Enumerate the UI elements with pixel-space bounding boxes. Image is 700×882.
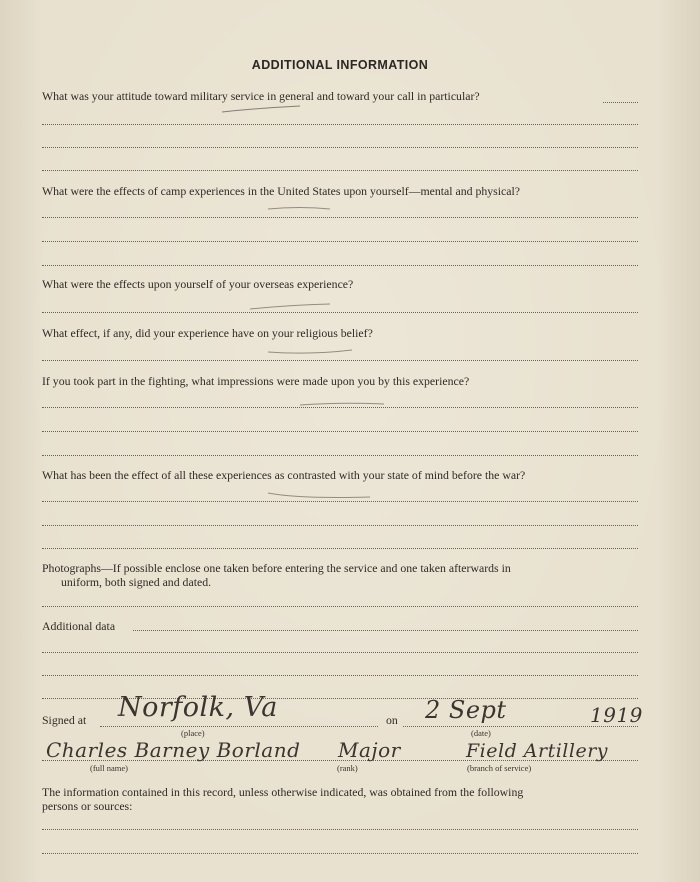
handwritten-year: 1919 [590, 703, 643, 727]
handwritten-rank: Major [338, 738, 401, 762]
page-title: ADDITIONAL INFORMATION [251, 58, 429, 72]
branch-caption: (branch of service) [467, 763, 532, 773]
question-attitude: What was your attitude toward military service in general and toward your call in particular? [42, 89, 480, 103]
question-state-of-mind: What has been the effect of all these experiences as contrasted with your state of mind before the war? [42, 468, 526, 482]
information-line-2: persons or sources: [42, 799, 133, 813]
question-camp-effects: What were the effects of camp experiences in the United States upon yourself—mental and physical? [42, 184, 521, 198]
information-line-1: The information contained in this record, unless otherwise indicated, was obtained from the following [42, 785, 524, 799]
place-caption: (place) [181, 728, 205, 738]
handwritten-place: Norfolk, Va [118, 692, 278, 723]
date-caption: (date) [471, 728, 491, 738]
handwritten-date: 2 Sept [425, 696, 507, 724]
rank-caption: (rank) [337, 763, 358, 773]
question-fighting-impressions: If you took part in the fighting, what impressions were made upon you by this experience? [42, 374, 470, 388]
question-religious-belief: What effect, if any, did your experience have on your religious belief? [42, 326, 373, 340]
handwritten-branch: Field Artillery [466, 740, 609, 762]
handwritten-full-name: Charles Barney Borland [46, 738, 301, 762]
photographs-line-2: uniform, both signed and dated. [61, 575, 212, 589]
additional-data-label: Additional data [42, 619, 116, 633]
photographs-line-1: Photographs—If possible enclose one taken before entering the service and one taken afterwards in [42, 561, 511, 575]
signed-at-label: Signed at [42, 713, 87, 727]
full-name-caption: (full name) [90, 763, 128, 773]
question-overseas-effects: What were the effects upon yourself of your overseas experience? [42, 277, 354, 291]
on-label: on [386, 713, 398, 727]
